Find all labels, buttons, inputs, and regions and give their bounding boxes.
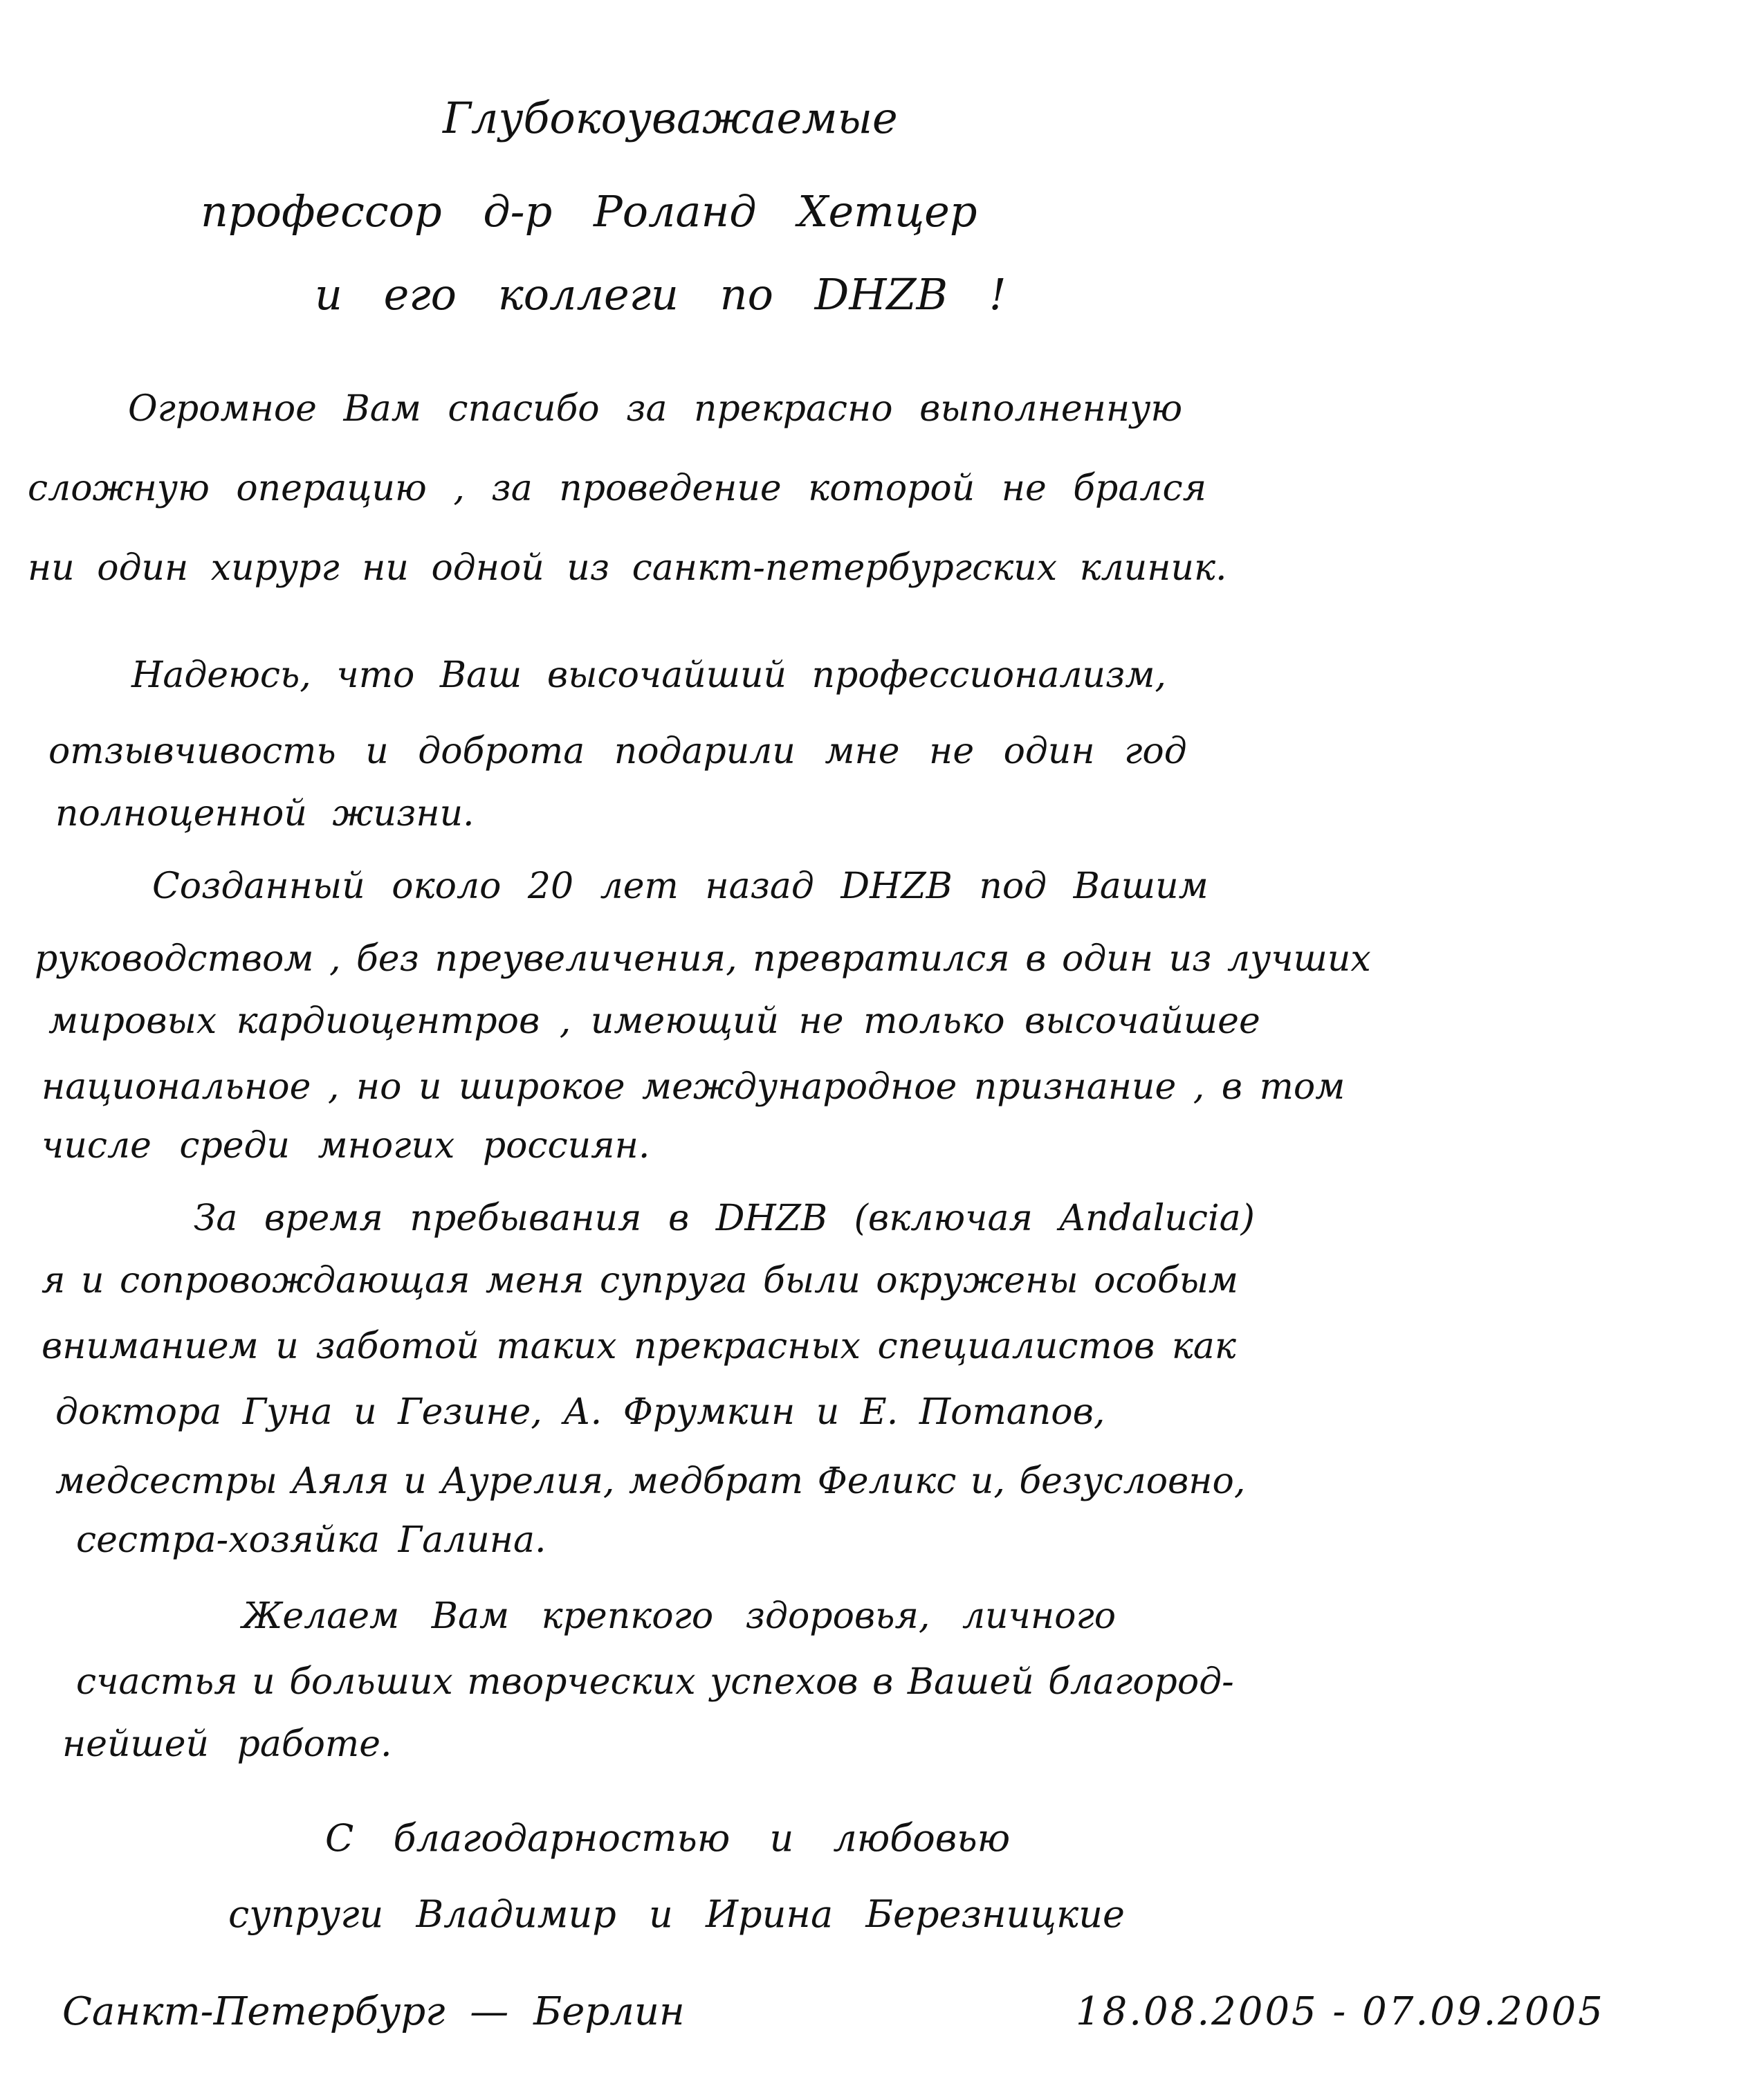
paragraph-3-line-2: руководством , без преувеличения, превратился в один из лучших	[35, 938, 1371, 980]
place-line: Санкт-Петербург — Берлин	[62, 1989, 685, 2034]
dates-line: 18.08.2005 - 07.09.2005	[1076, 1989, 1605, 2034]
salutation-line-1: Глубокоуважаемые	[443, 93, 898, 143]
paragraph-5-line-1: Желаем Вам крепкого здоровья, личного	[242, 1596, 1117, 1637]
paragraph-1-line-2: сложную операцию , за проведение которой не брался	[28, 468, 1206, 509]
paragraph-5-line-2: счастья и больших творческих успехов в Вашей благород-	[76, 1661, 1234, 1703]
paragraph-4-line-2: я и сопровождающая меня супруга были окружены особым	[42, 1260, 1239, 1301]
closing-line-1: С благодарностью и любовью	[325, 1816, 1011, 1860]
paragraph-5-line-3: нейшей работе.	[62, 1724, 392, 1765]
salutation-line-2: профессор д-р Роланд Хетцер	[201, 186, 977, 237]
paragraph-3-line-5: числе среди многих россиян.	[42, 1125, 650, 1167]
paragraph-4-line-5: медсестры Аяля и Аурелия, медбрат Феликс и, безусловно,	[55, 1461, 1246, 1502]
paragraph-3-line-3: мировых кардиоцентров , имеющий не только высочайшее	[48, 1000, 1260, 1042]
salutation-line-3: и его коллеги по DHZB !	[315, 269, 1007, 320]
closing-line-2: супруги Владимир и Ирина Березницкие	[228, 1892, 1125, 1936]
paragraph-4-line-3: вниманием и заботой таких прекрасных специалистов как	[42, 1326, 1236, 1367]
paragraph-1-line-1: Огромное Вам спасибо за прекрасно выполненную	[128, 388, 1183, 430]
paragraph-2-line-3: полноценной жизни.	[55, 793, 475, 834]
paragraph-4-line-1: За время пребывания в DHZB (включая Andalucia)	[194, 1198, 1255, 1239]
paragraph-4-line-6: сестра-хозяйка Галина.	[76, 1519, 546, 1561]
paragraph-2-line-1: Надеюсь, что Ваш высочайший профессионализм,	[131, 655, 1166, 696]
paragraph-4-line-4: доктора Гуна и Гезине, А. Фрумкин и Е. Потапов,	[55, 1391, 1105, 1433]
paragraph-3-line-4: национальное , но и широкое международное признание , в том	[42, 1066, 1345, 1108]
paragraph-2-line-2: отзывчивость и доброта подарили мне не один год	[48, 731, 1187, 772]
paragraph-3-line-1: Созданный около 20 лет назад DHZB под Вашим	[152, 866, 1209, 907]
paragraph-1-line-3: ни один хирург ни одной из санкт-петербургских клиник.	[28, 547, 1227, 589]
